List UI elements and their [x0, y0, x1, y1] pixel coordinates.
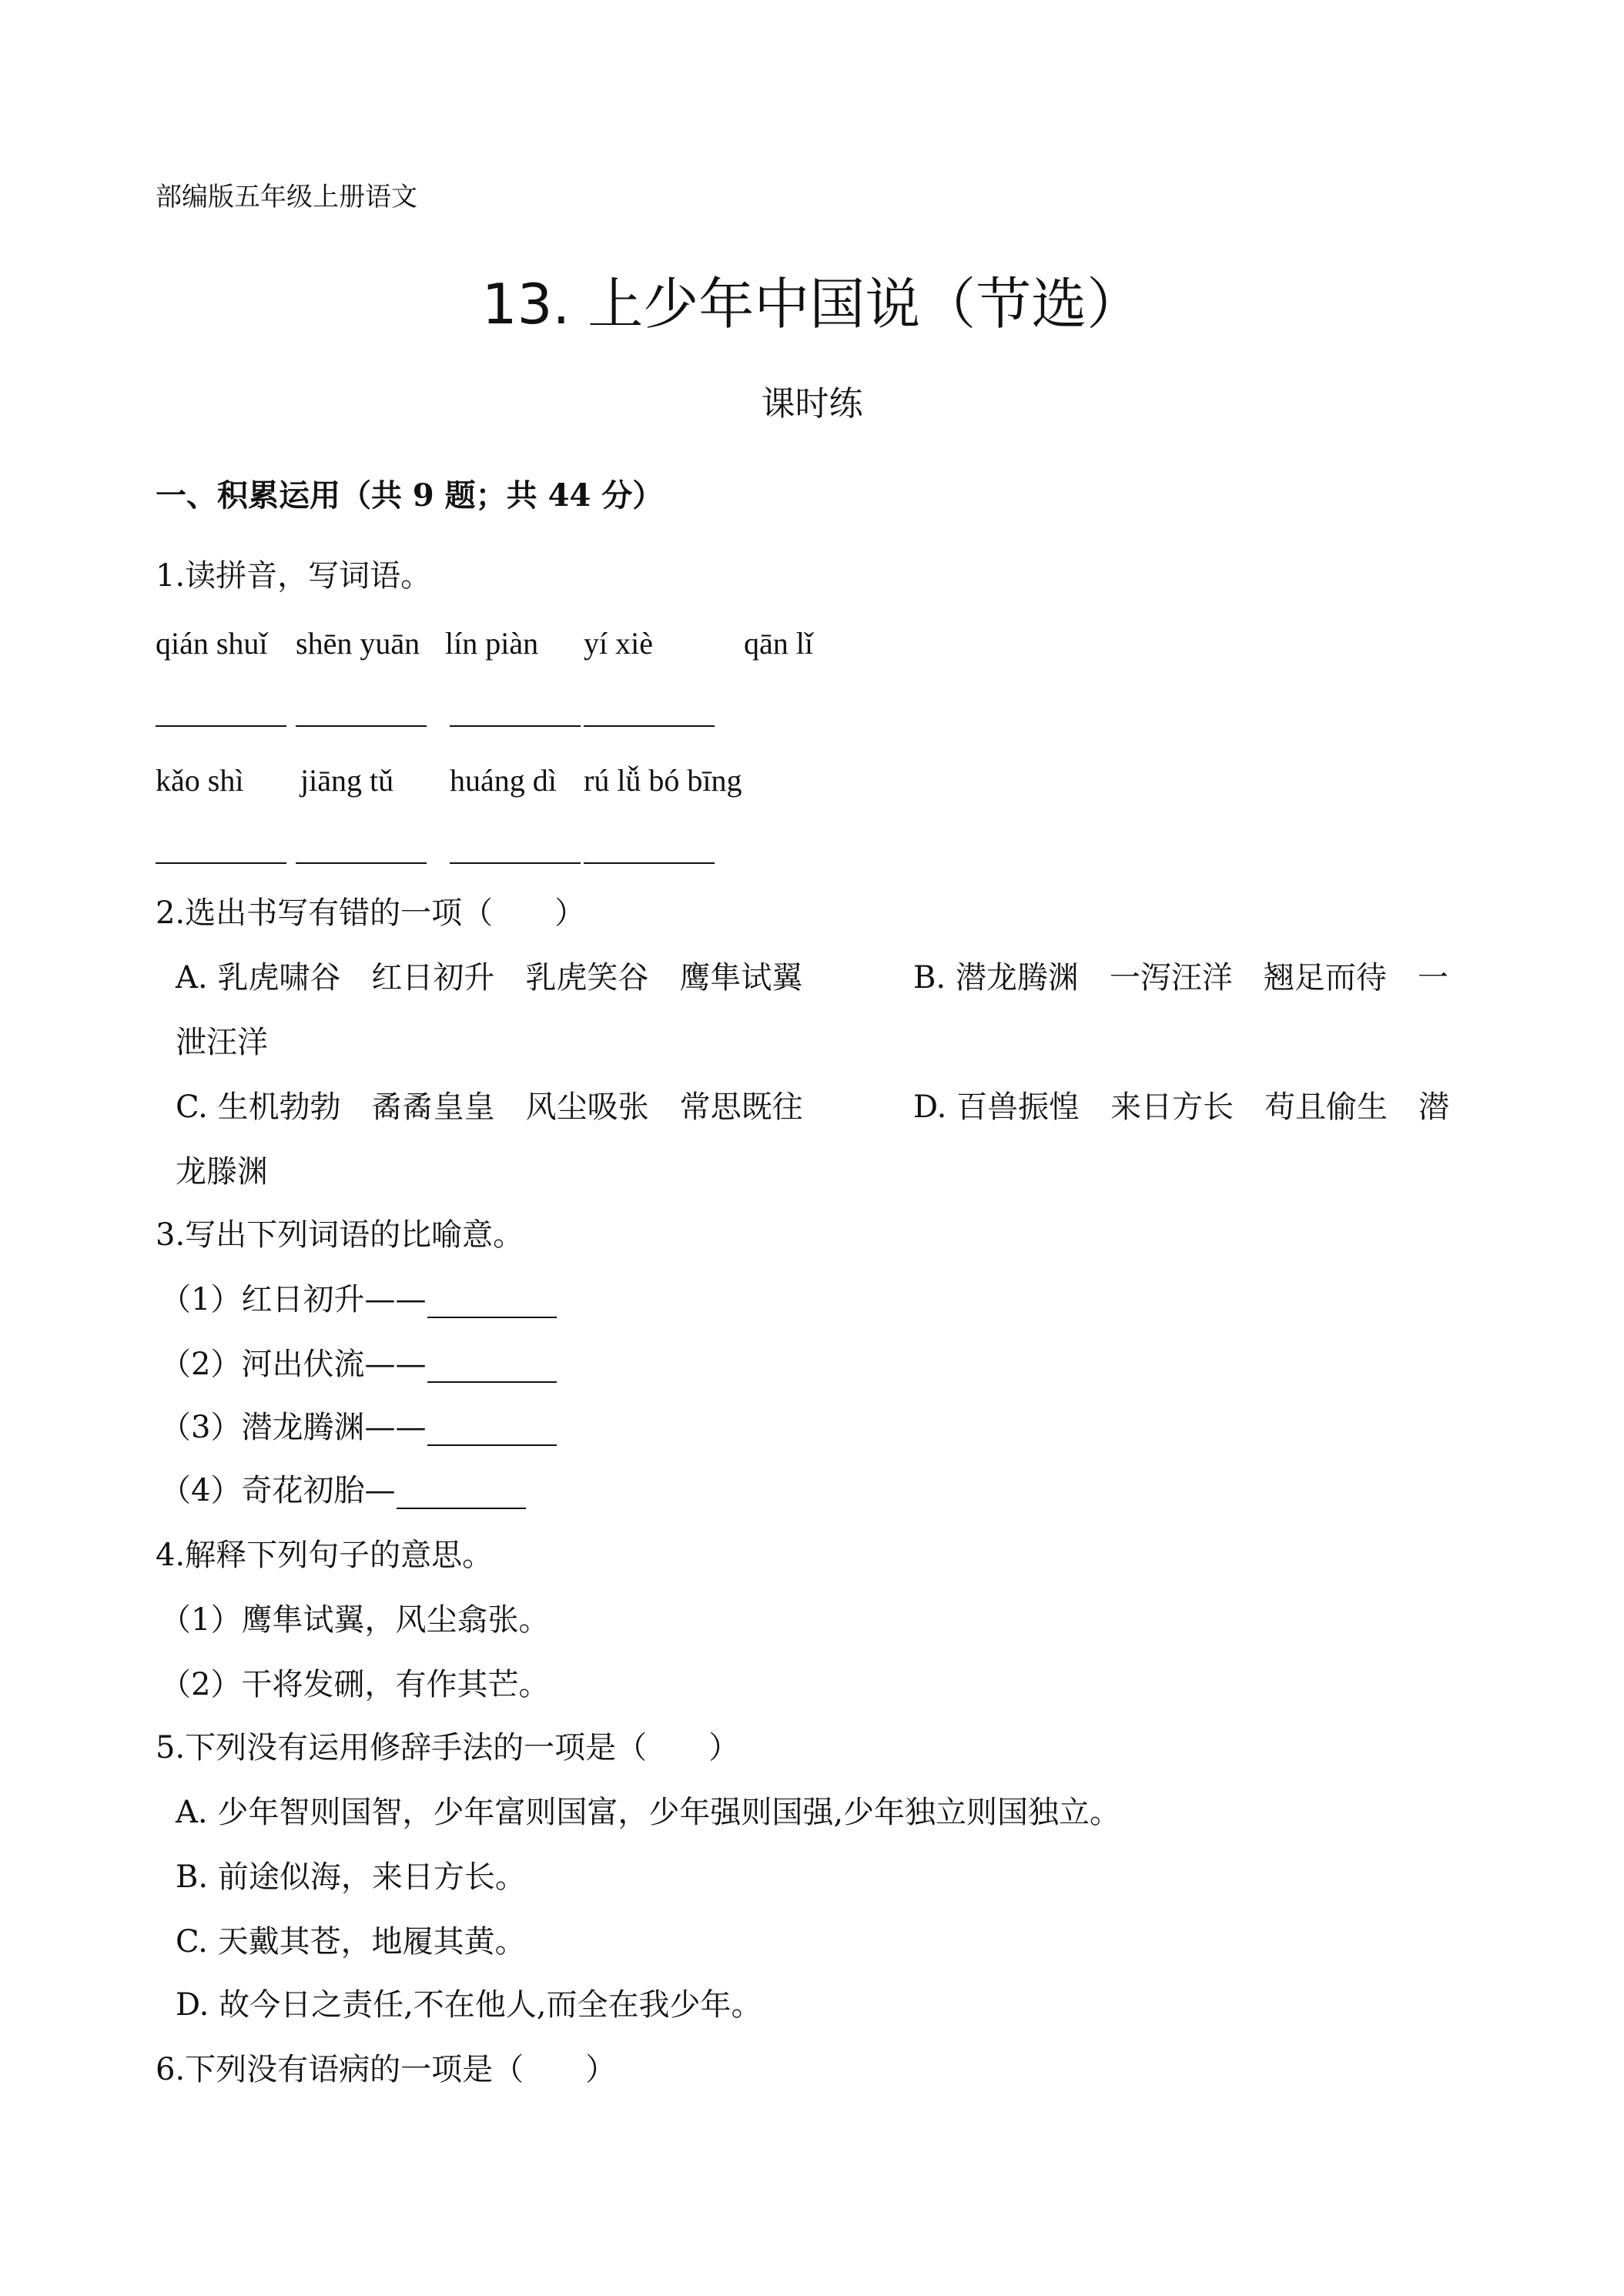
- q3-item: [160, 1409, 557, 1446]
- answer-blank[interactable]: [427, 1417, 557, 1446]
- option-b[interactable]: B. 潜龙腾渊 一泻汪洋 翘足而待 一: [913, 960, 1448, 996]
- answer-blank[interactable]: [450, 725, 581, 727]
- answer-blank[interactable]: [584, 862, 715, 864]
- question-6-stem: 6.下列没有语病的一项是（ ）: [156, 2052, 617, 2087]
- q3-item: [160, 1281, 557, 1318]
- option-c[interactable]: C. 生机勃勃 矞矞皇皇 风尘吸张 常思既往: [176, 1089, 803, 1125]
- question-2-stem: 2.选出书写有错的一项（ ）: [156, 895, 586, 931]
- q3-item-label: （4）奇花初胎—: [160, 1473, 396, 1508]
- option-b-continuation: 泄汪洋: [176, 1025, 268, 1060]
- pinyin-item: qān lǐ: [744, 626, 813, 661]
- answer-blank[interactable]: [156, 862, 286, 864]
- answer-blank[interactable]: [584, 725, 715, 727]
- section-heading: 一、积累运用（共 9 题；共 44 分）: [156, 477, 664, 514]
- q5-option-a[interactable]: A. 少年智则国智，少年富则国富，少年强则国强,少年独立则国独立。: [176, 1795, 1121, 1830]
- q5-option-b[interactable]: B. 前途似海，来日方长。: [176, 1859, 526, 1895]
- pinyin-item: jiāng tǔ: [300, 763, 394, 798]
- q5-option-c[interactable]: C. 天戴其苍，地履其黄。: [176, 1924, 526, 1960]
- question-5-stem: 5.下列没有运用修辞手法的一项是（ ）: [156, 1730, 740, 1766]
- pinyin-item: yí xiè: [584, 626, 653, 661]
- q3-item-label: （3）潜龙腾渊——: [160, 1410, 427, 1445]
- answer-blank[interactable]: [427, 1289, 557, 1318]
- question-1-stem: 1.读拼音，写词语。: [156, 558, 432, 594]
- question-3-stem: 3.写出下列词语的比喻意。: [156, 1217, 524, 1253]
- answer-blank[interactable]: [296, 725, 427, 727]
- q4-item: （2）干将发硎，有作其芒。: [160, 1667, 550, 1702]
- option-d-continuation: 龙滕渊: [176, 1154, 268, 1190]
- pinyin-item: rú lǚ bó bīng: [584, 763, 742, 798]
- q3-item: [160, 1472, 526, 1509]
- answer-blank[interactable]: [427, 1354, 557, 1383]
- pinyin-item: huáng dì: [450, 763, 557, 798]
- q3-item-label: （1）红日初升——: [160, 1282, 427, 1317]
- header-label: 部编版五年级上册语文: [156, 182, 417, 213]
- page-title: 13. 上少年中国说（节选）: [481, 272, 1143, 336]
- pinyin-item: lín piàn: [445, 626, 539, 661]
- pinyin-item: shēn yuān: [296, 626, 420, 661]
- pinyin-item: qián shuǐ: [156, 626, 268, 661]
- answer-blank[interactable]: [296, 862, 427, 864]
- q4-item: （1）鹰隼试翼，风尘翕张。: [160, 1602, 550, 1638]
- question-4-stem: 4.解释下列句子的意思。: [156, 1538, 494, 1573]
- q5-option-d[interactable]: D. 故今日之责任,不在他人,而全在我少年。: [176, 1987, 762, 2023]
- answer-blank[interactable]: [450, 862, 581, 864]
- q3-item: [160, 1346, 557, 1383]
- pinyin-item: kǎo shì: [156, 763, 244, 798]
- answer-blank[interactable]: [156, 725, 286, 727]
- q3-item-label: （2）河出伏流——: [160, 1347, 427, 1382]
- answer-blank[interactable]: [397, 1480, 526, 1509]
- option-d[interactable]: D. 百兽振惶 来日方长 苟且偷生 潜: [913, 1089, 1450, 1125]
- option-a[interactable]: A. 乳虎啸谷 红日初升 乳虎笑谷 鹰隼试翼: [176, 960, 803, 996]
- page-subtitle: 课时练: [761, 384, 863, 423]
